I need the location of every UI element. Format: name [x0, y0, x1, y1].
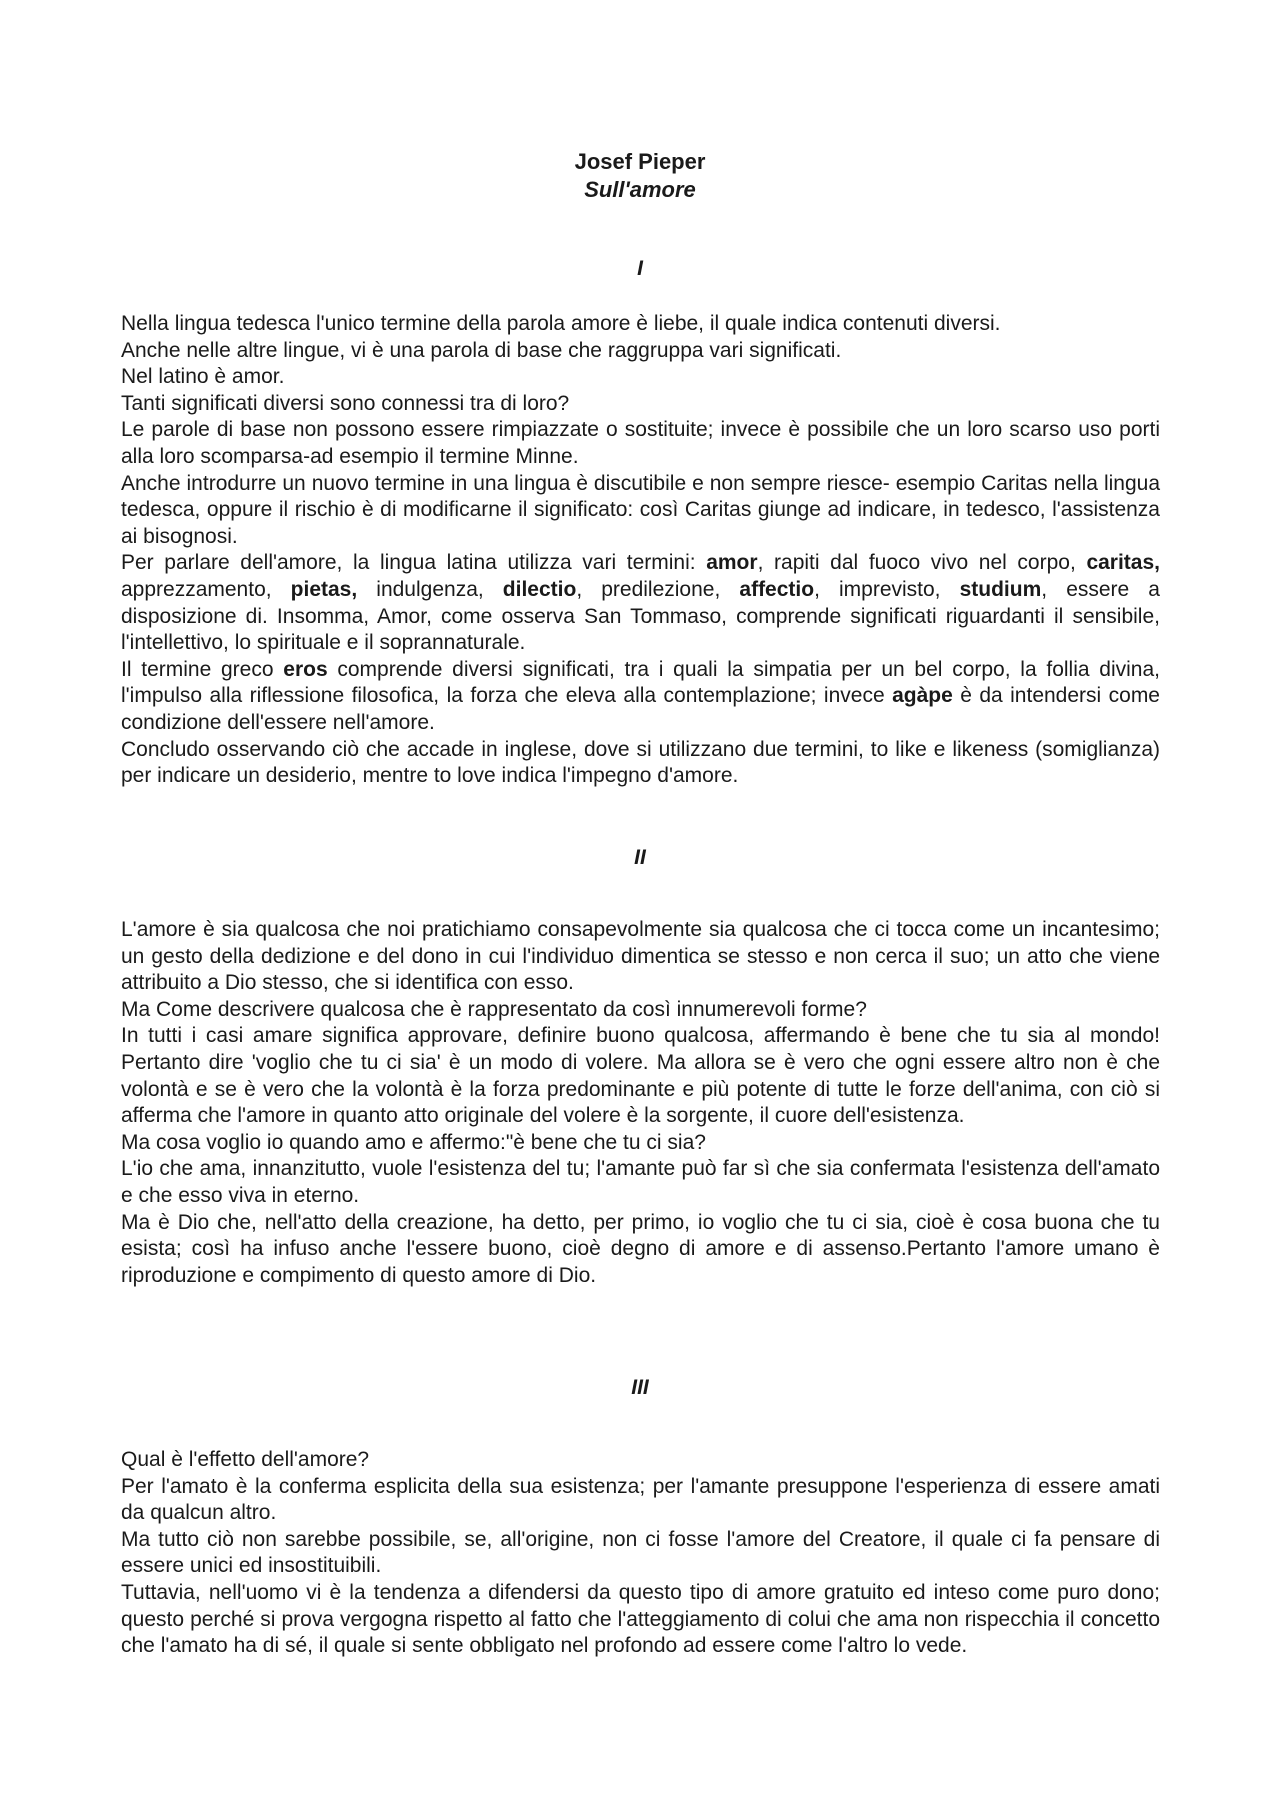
paragraph: Tanti significati diversi sono connessi tra di loro?: [121, 391, 570, 415]
text-run: apprezzamento,: [121, 577, 291, 601]
paragraph-latin-terms: [121, 550, 1160, 656]
author-name: Josef Pieper: [574, 149, 706, 174]
paragraph: L'io che ama, innanzitutto, vuole l'esistenza del tu; l'amante può far sì che sia confermata l'esistenza dell'amato e che esso viva in eterno.: [121, 1157, 1160, 1207]
paragraph: Nella lingua tedesca l'unico termine della parola amore è liebe, il quale indica contenuti diversi.: [121, 312, 1001, 335]
paragraph-greek-terms: [121, 657, 1160, 737]
paragraph: Ma cosa voglio io quando amo e affermo:"è bene che tu ci sia?: [121, 1130, 706, 1154]
term-pietas: pietas,: [290, 577, 358, 601]
paragraph: Nel latino è amor.: [121, 365, 285, 389]
section-3-body: [121, 1447, 1160, 1660]
paragraph: Ma è Dio che, nell'atto della creazione, ha detto, per primo, io voglio che tu ci sia, cioè è cosa buona che tu esista; così ha infuso anche l'essere buono, cioè degno di amore e di assenso.Pertanto l'amore umano è riproduzione e compimento di questo amore di Dio.: [121, 1210, 1160, 1287]
paragraph: Anche nelle altre lingue, vi è una parola di base che raggruppa vari significati.: [121, 338, 842, 362]
paragraph: In tutti i casi amare significa approvare, definire buono qualcosa, affermando è bene che tu sia al mondo! Pertanto dire 'voglio che tu ci sia' è un modo di volere. Ma allora se è vero che ogni essere altro non è che volontà e se è vero che la volontà è la forza predominante e più potente di tutte le forze dell'anima, con ciò si afferma che l'amore in quanto atto originale del volere è la sorgente, il cuore dell'esistenza.: [121, 1024, 1160, 1128]
text-run: , imprevisto,: [814, 577, 960, 601]
term-affectio: affectio: [739, 577, 815, 601]
paragraph: Qual è l'effetto dell'amore?: [121, 1448, 370, 1471]
paragraph: Ma tutto ciò non sarebbe possibile, se, all'origine, non ci fosse l'amore del Creatore, il quale ci fa pensare di essere unici ed insostituibili.: [121, 1527, 1160, 1578]
term-caritas: caritas,: [1086, 551, 1160, 575]
section-1-body: [121, 311, 1160, 790]
text-run: Per parlare dell'amore, la lingua latina utilizza vari termini:: [121, 551, 707, 575]
paragraph: Concludo osservando ciò che accade in inglese, dove si utilizzano due termini, to like e likeness (somiglianza) per indicare un desiderio, mentre to love indica l'impegno d'amore.: [121, 737, 1160, 788]
text-run: è da intendersi come condizione dell'essere nell'amore.: [121, 684, 1160, 734]
text-run: comprende diversi significati, tra i quali la simpatia per un bel corpo, la follia divina, l'impulso alla riflessione filosofica, la forza che eleva alla contemplazione; invece: [121, 657, 1160, 708]
paragraph: Le parole di base non possono essere rimpiazzate o sostituite; invece è possibile che un loro scarso uso porti alla loro scomparsa-ad esempio il termine Minne.: [121, 418, 1160, 468]
text-run: , predilezione,: [576, 577, 740, 601]
section-2-body: [121, 917, 1160, 1289]
term-eros: eros: [283, 657, 328, 681]
paragraph: Per l'amato è la conferma esplicita della sua esistenza; per l'amante presuppone l'esperienza di essere amati da qualcun altro.: [121, 1474, 1160, 1525]
paragraph: Ma Come descrivere qualcosa che è rappresentato da così innumerevoli forme?: [121, 997, 867, 1021]
term-agape: agàpe: [892, 684, 953, 708]
text-run: Il termine greco: [121, 657, 284, 681]
text-run: , rapiti dal fuoco vivo nel corpo,: [757, 551, 1087, 575]
text-run: , essere a disposizione di. Insomma, Amor, come osserva San Tommaso, comprende significati riguardanti il sensibile, l'intellettivo, lo spirituale e il soprannaturale.: [121, 577, 1160, 655]
term-dilectio: dilectio: [502, 577, 577, 601]
section-numeral-1: I: [637, 257, 643, 280]
section-numeral-2: II: [634, 846, 646, 869]
paragraph: L'amore è sia qualcosa che noi pratichiamo consapevolmente sia qualcosa che ci tocca come un incantesimo; un gesto della dedizione e del dono in cui l'individuo dimentica se stesso e non cerca il suo; un atto che viene attribuito a Dio stesso, che si identifica con esso.: [121, 918, 1160, 995]
document-title: Sull'amore: [584, 177, 696, 202]
paragraph: Tuttavia, nell'uomo vi è la tendenza a difendersi da questo tipo di amore gratuito ed inteso come puro dono; questo perché si prova vergogna rispetto al fatto che l'atteggiamento di colui che ama non rispecchia il concetto che l'amato ha di sé, il quale si sente obbligato nel profondo ad essere come l'altro lo vede.: [121, 1580, 1160, 1658]
term-amor: amor: [706, 551, 758, 575]
term-studium: studium: [959, 577, 1042, 601]
text-run: indulgenza,: [357, 577, 503, 601]
section-numeral-3: III: [631, 1376, 649, 1399]
paragraph: Anche introdurre un nuovo termine in una lingua è discutibile e non sempre riesce- esempio Caritas nella lingua tedesca, oppure il rischio è di modificarne il significato: così Caritas giunge ad indicare, in tedesco, l'assistenza ai bisognosi.: [121, 471, 1160, 548]
